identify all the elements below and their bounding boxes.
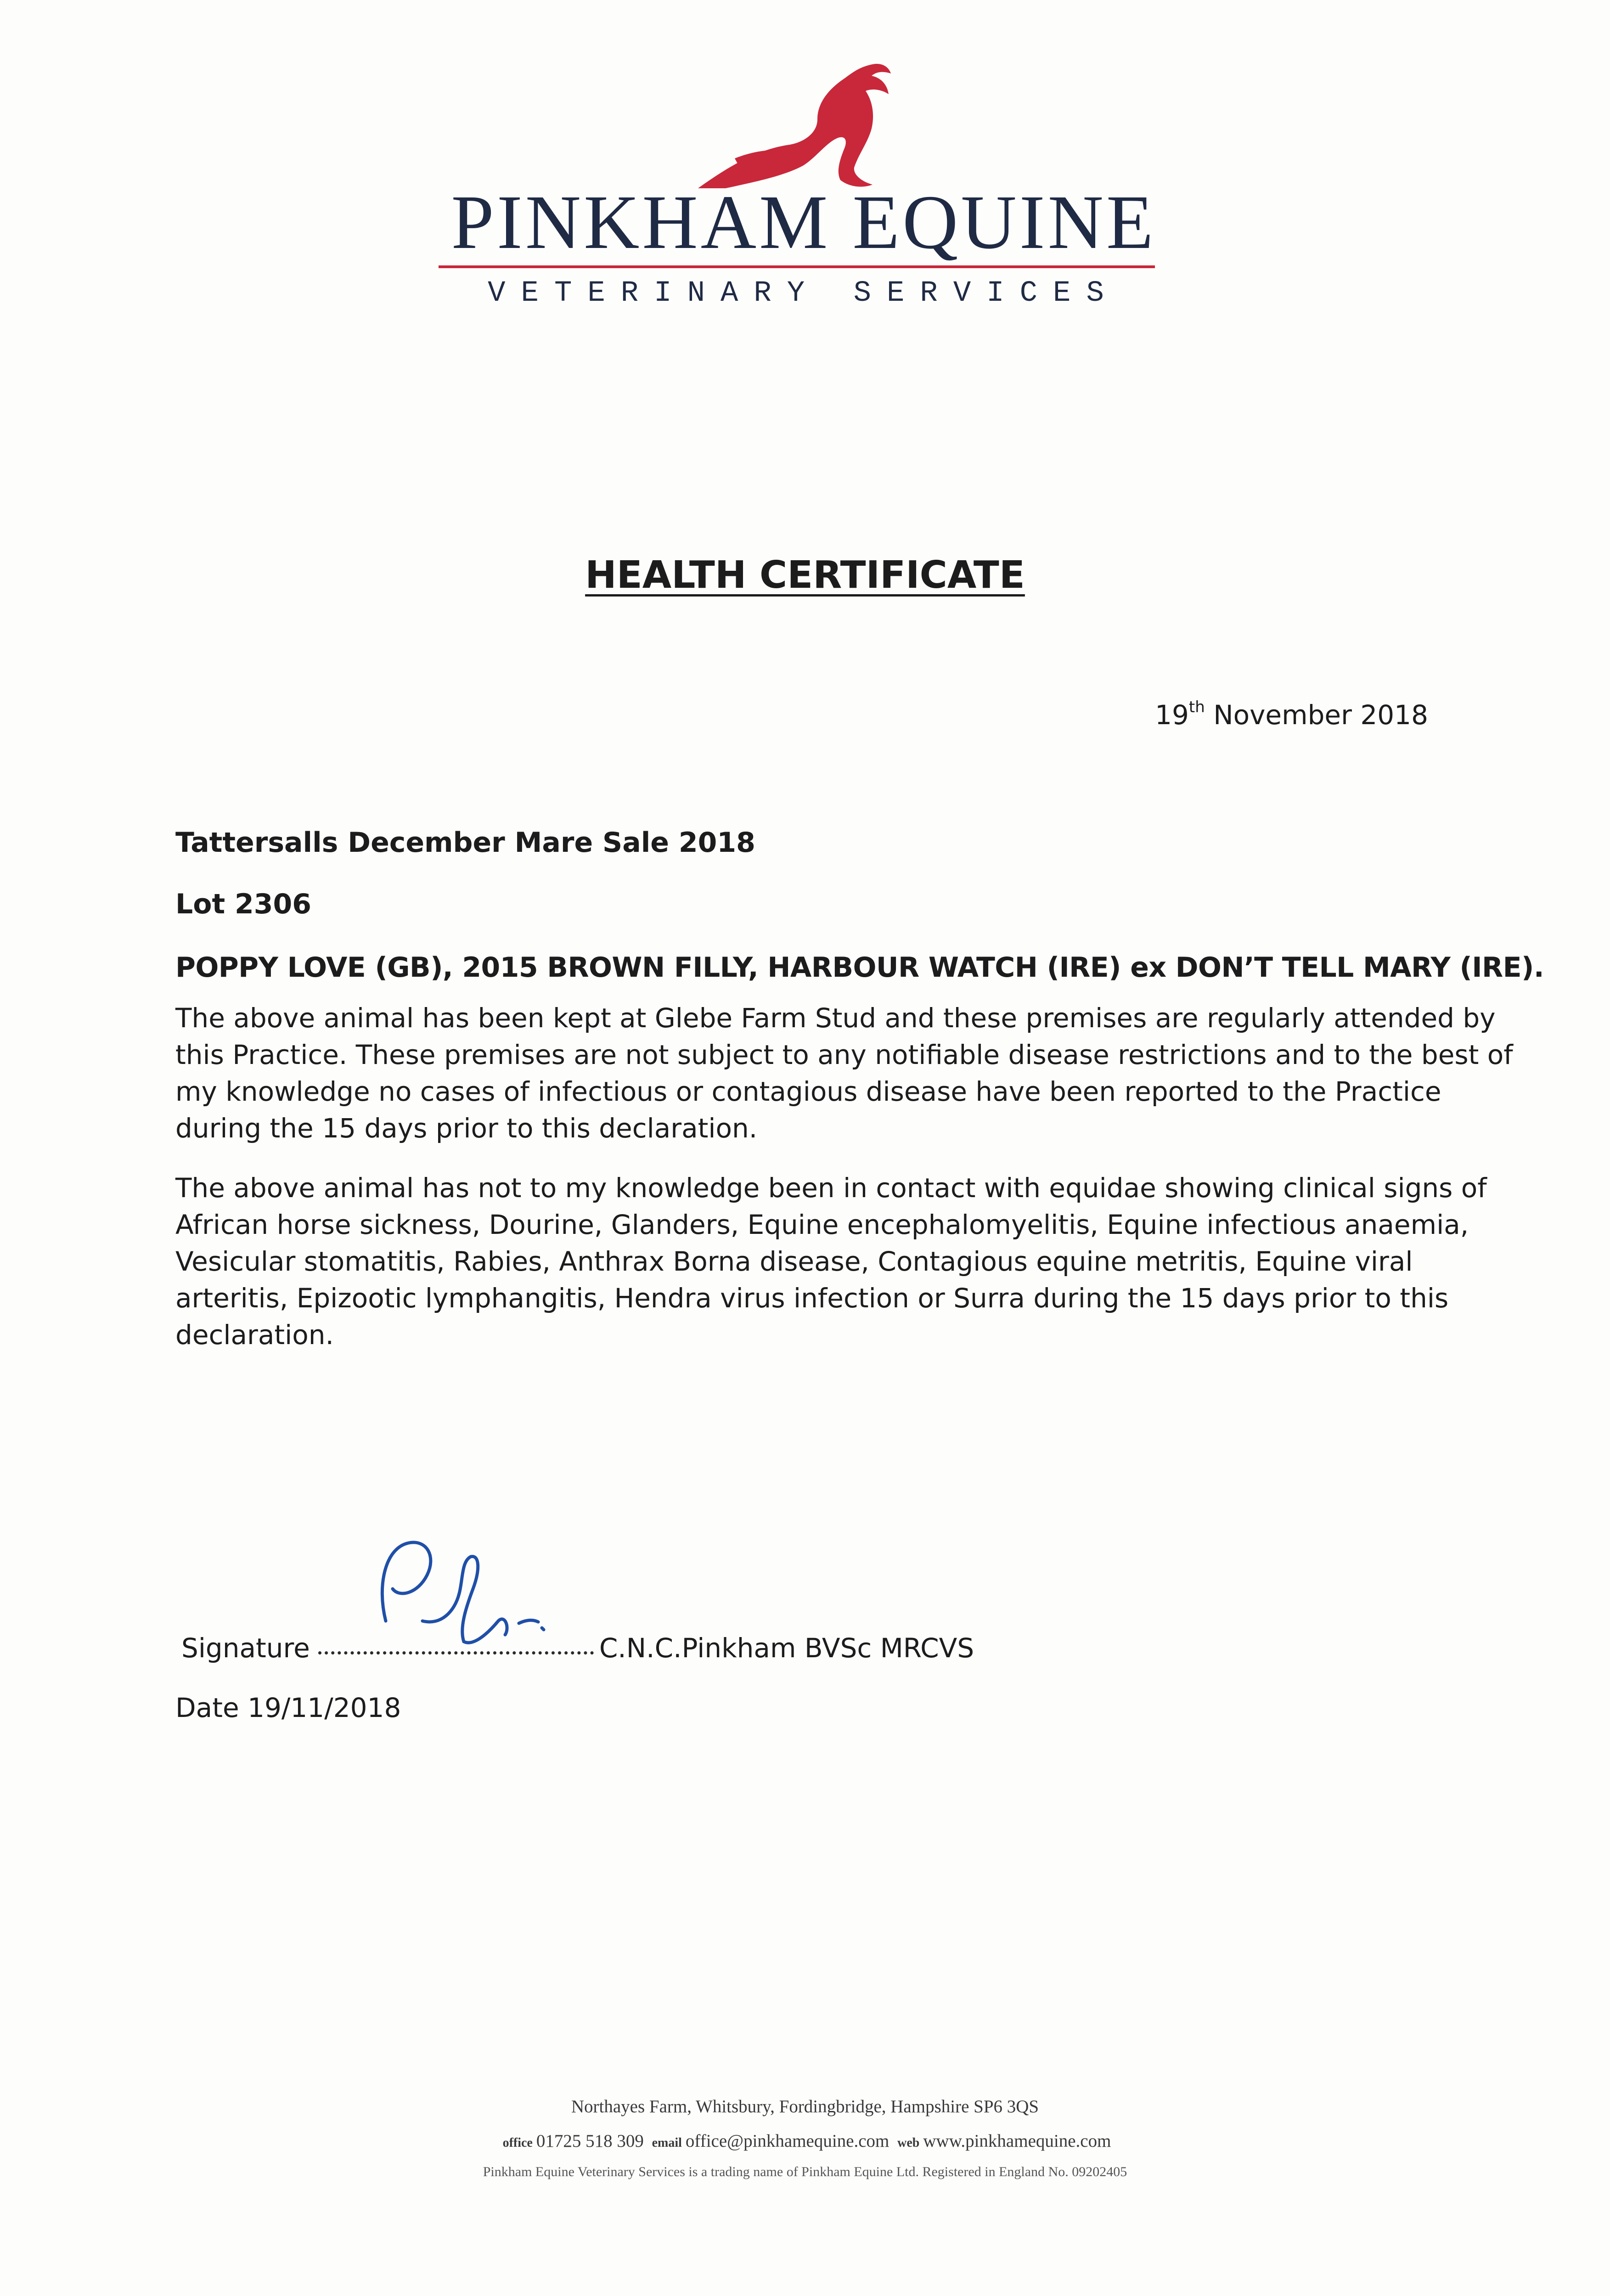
paragraph-line: this Practice. These premises are not subject to any notifiable disease restrictions and to the best of: [175, 1039, 1513, 1070]
email-label: email: [652, 2136, 682, 2150]
date-month-year: November 2018: [1213, 699, 1428, 731]
signatory-name: C.N.C.Pinkham BVSc MRCVS: [599, 1632, 974, 1664]
office-phone: 01725 518 309: [536, 2131, 644, 2151]
date-suffix: th: [1188, 698, 1205, 716]
date-day: 19: [1155, 699, 1189, 731]
signature-dotted-line: [318, 1651, 594, 1654]
footer-web: www.pinkhamequine.com: [923, 2131, 1111, 2151]
brand-rule: [439, 265, 1155, 268]
paragraph-line: The above animal has not to my knowledge been in contact with equidae showing clinical signs of: [175, 1172, 1487, 1204]
signature-date: Date 19/11/2018: [175, 1692, 401, 1723]
lot-number: Lot 2306: [175, 888, 312, 920]
web-label: web: [897, 2136, 920, 2150]
certificate-title-text: HEALTH CERTIFICATE: [585, 553, 1025, 597]
sale-name: Tattersalls December Mare Sale 2018: [175, 827, 755, 859]
paragraph-line: The above animal has been kept at Glebe Farm Stud and these premises are regularly attended by: [175, 1002, 1496, 1034]
signature-label: Signature: [181, 1632, 310, 1664]
certificate-title: [459, 553, 1151, 597]
premises-paragraph: [175, 1000, 1513, 1147]
letterhead-footer: [276, 2096, 1334, 2180]
footer-email: office@pinkhamequine.com: [685, 2131, 889, 2151]
brand-subtitle: VETERINARY SERVICES: [488, 277, 1120, 310]
contact-paragraph: [175, 1170, 1487, 1353]
certificate-date: [1056, 698, 1428, 731]
paragraph-line: declaration.: [175, 1319, 334, 1351]
footer-address: Northayes Farm, Whitsbury, Fordingbridge, Hampshire SP6 3QS: [571, 2097, 1039, 2116]
footer-legal: Pinkham Equine Veterinary Services is a trading name of Pinkham Equine Ltd. Registered in England No. 09202405: [483, 2164, 1127, 2179]
paragraph-line: my knowledge no cases of infectious or contagious disease have been reported to the Practice: [175, 1076, 1441, 1107]
footer-contact: [276, 2131, 1334, 2151]
paragraph-line: Vesicular stomatitis, Rabies, Anthrax Borna disease, Contagious equine metritis, Equine viral: [175, 1246, 1413, 1277]
certificate-body: [175, 824, 1544, 1376]
horse-description: POPPY LOVE (GB), 2015 BROWN FILLY, HARBOUR WATCH (IRE) ex DON’T TELL MARY (IRE).: [175, 951, 1544, 984]
signature-line: [181, 1632, 974, 1664]
paragraph-line: African horse sickness, Dourine, Glanders, Equine encephalomyelitis, Equine infectious anaemia,: [175, 1209, 1469, 1240]
paragraph-line: arteritis, Epizootic lymphangitis, Hendra virus infection or Surra during the 15 days prior to this: [175, 1283, 1449, 1314]
brand-name: PINKHAM EQUINE: [451, 180, 1156, 265]
paragraph-line: during the 15 days prior to this declaration.: [175, 1113, 758, 1144]
office-label: office: [502, 2136, 533, 2150]
